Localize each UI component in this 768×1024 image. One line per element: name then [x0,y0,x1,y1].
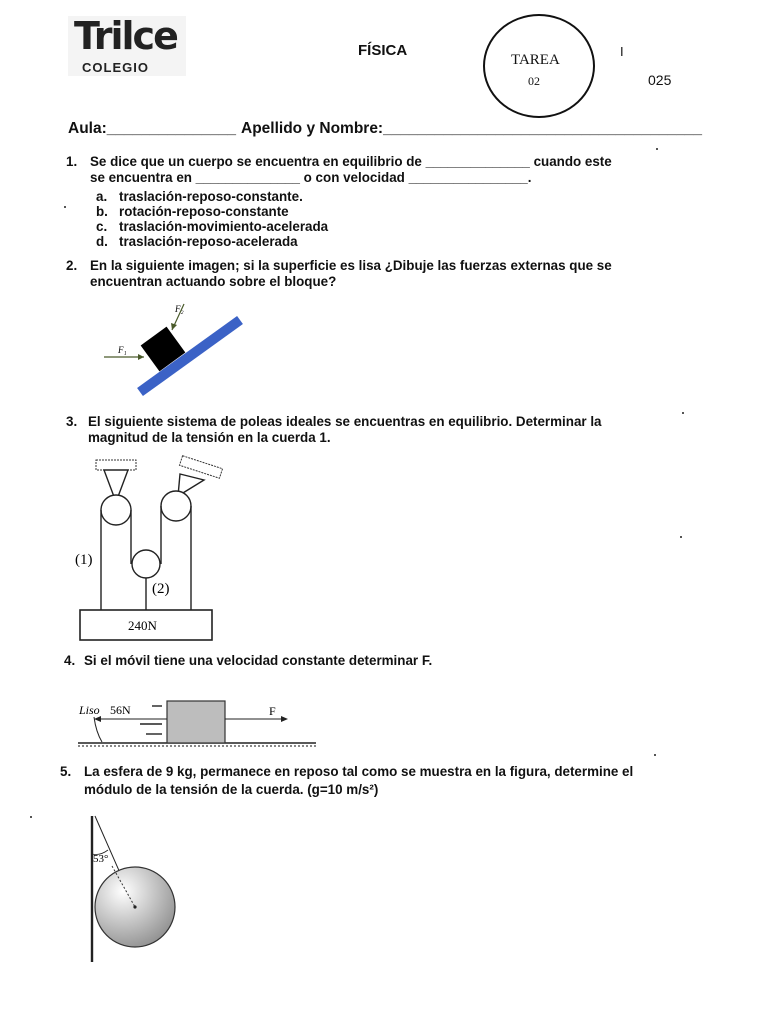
surface-label: Liso [79,703,100,717]
question-2-line-1: En la siguiente imagen; si la superficie es lisa ¿Dibuje las fuerzas externas que se [90,258,612,273]
tarea-number: 02 [528,74,540,88]
school-logo-subtitle: COLEGIO [82,60,149,75]
mobile-block [167,701,225,743]
right-fixed-pulley [161,491,191,521]
scan-dot [680,536,682,538]
force-f-arrow [281,716,288,722]
question-5-line-2: módulo de la tensión de la cuerda. (g=10 m/s²) [84,782,379,797]
force-56n-label: 56N [110,703,131,717]
question-4-number: 4. [64,653,76,668]
force-f1-arrow [138,354,144,360]
aula-field[interactable]: Aula:_______________ [68,120,237,137]
weight-label: 240N [128,618,157,633]
question-5-line-1: La esfera de 9 kg, permanece en reposo tal como se muestra en la figura, determine el [84,764,634,779]
option-b-letter: b. [96,204,108,219]
pulley-system-figure [70,452,230,646]
name-field[interactable]: Apellido y Nombre:_____________________________________ [241,120,703,137]
left-fixed-pulley [101,495,131,525]
rope-1-label: (1) [75,552,93,568]
question-3-line-1: El siguiente sistema de poleas ideales se encuentras en equilibrio. Determinar la [88,414,602,429]
scan-dot [30,816,32,818]
option-c-text: traslación-movimiento-acelerada [119,219,329,234]
scan-dot [656,148,658,150]
option-d-text: traslación-reposo-acelerada [119,234,298,249]
question-2-number: 2. [66,258,78,273]
tarea-label: TAREA [511,52,560,68]
movable-pulley [132,550,160,578]
subject-title: FÍSICA [358,42,408,59]
incline-block-figure [100,296,250,400]
scan-dot [654,754,656,756]
option-b-text: rotación-reposo-constante [119,204,289,219]
scan-dot [682,412,684,414]
option-a-letter: a. [96,189,108,204]
force-f1-label: F₁ [118,345,127,355]
question-1-line-2: se encuentra en ______________ o con velocidad ________________. [90,170,532,185]
school-logo-word: Trilce [74,14,177,58]
year-label: 025 [648,72,672,88]
option-a-text: traslación-reposo-constante. [119,189,303,204]
question-3-line-2: magnitud de la tensión en la cuerda 1. [88,430,331,445]
question-1-number: 1. [66,154,78,169]
force-f2-label: F₂ [175,304,184,314]
rope-2-label: (2) [152,581,170,597]
force-f2-arrow [171,323,177,330]
option-c-letter: c. [96,219,108,234]
force-f-label: F [269,704,276,718]
question-4-line-1: Si el móvil tiene una velocidad constante determinar F. [84,653,433,668]
left-ceiling [96,460,136,470]
question-3-number: 3. [66,414,78,429]
scan-dot [64,206,66,208]
sphere-center [133,905,136,908]
question-2-line-2: encuentran actuando sobre el bloque? [90,274,337,289]
question-1-line-1: Se dice que un cuerpo se encuentra en equilibrio de ______________ cuando este [90,154,612,169]
question-5-number: 5. [60,764,72,779]
stray-mark: I [620,44,624,59]
option-d-letter: d. [96,234,108,249]
sphere-wall-figure [84,812,194,968]
angle-label: 53° [93,853,109,865]
moving-block-figure [74,684,324,754]
